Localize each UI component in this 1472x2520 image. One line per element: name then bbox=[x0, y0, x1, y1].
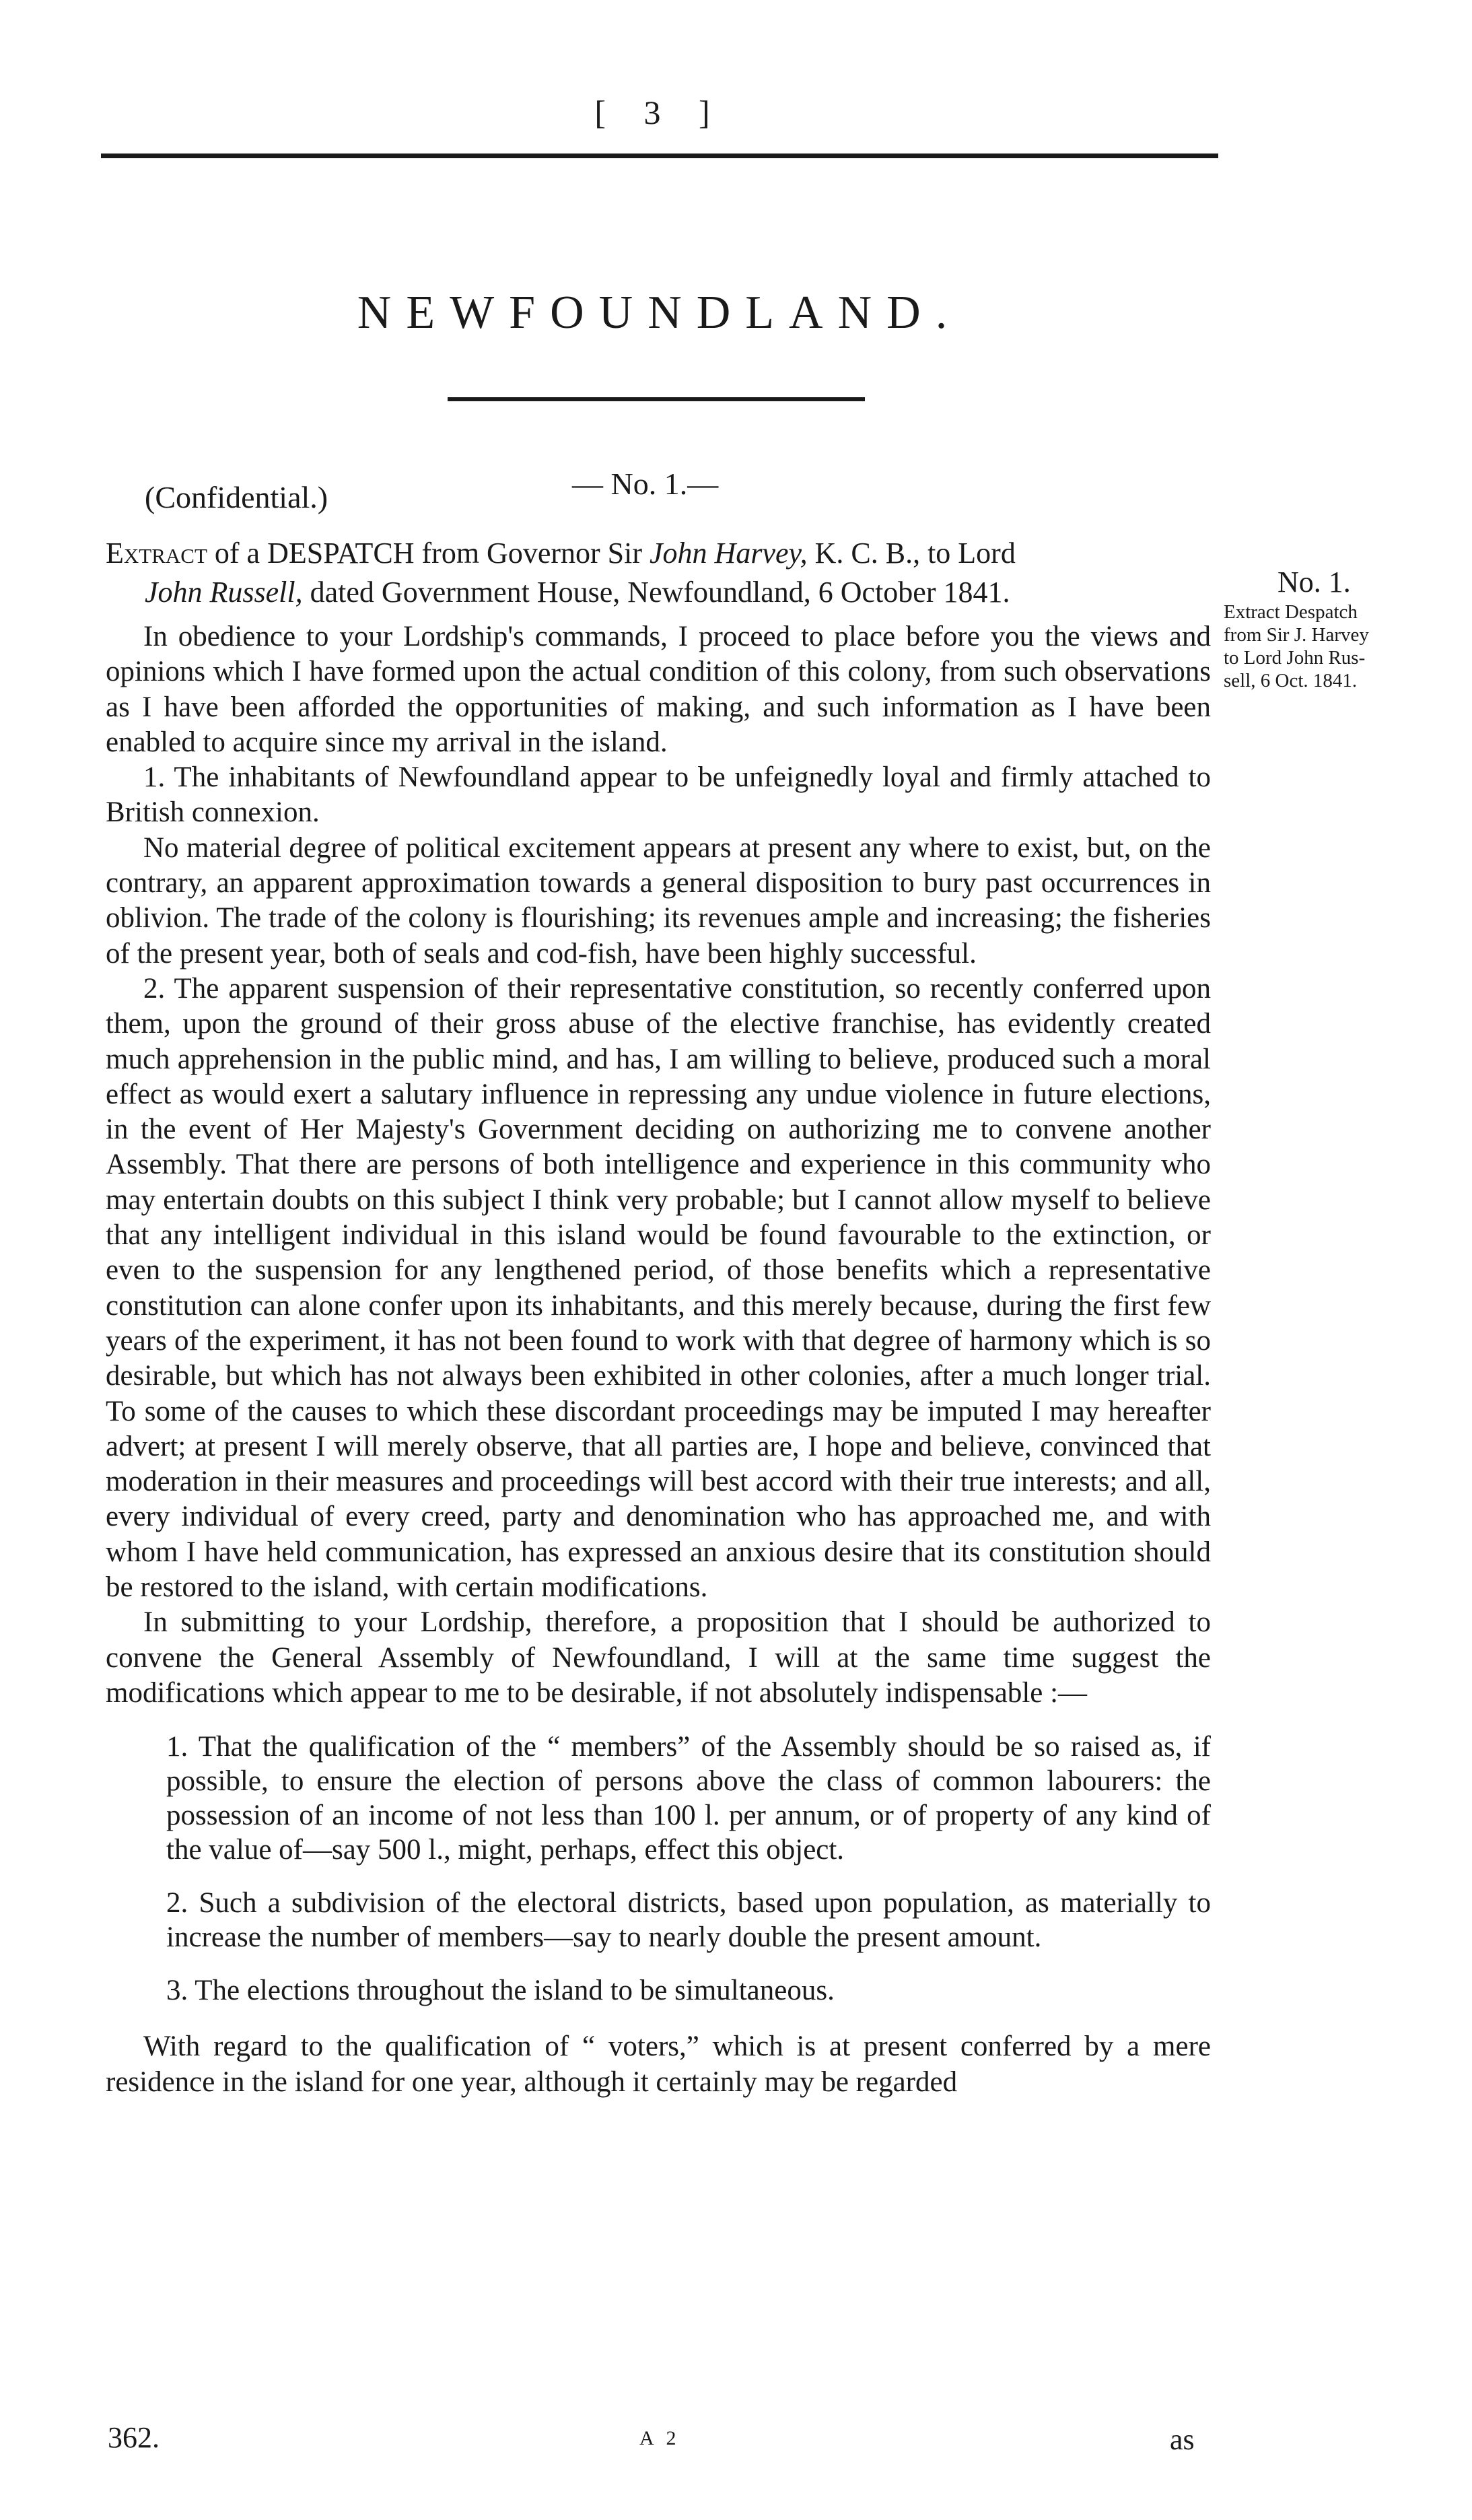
paragraph-suspension: 2. The apparent suspension of their representative constitution, so recently conferred upon them, upon the ground of their gross abuse of the elective franchise, has evidently created much apprehension in the public mind, and has, I am willing to believe, produced such a moral effect as would exert a salutary influence in repressing any undue violence in future elections, in the event of Her Majesty's Government deciding on authorizing me to convene another Assembly. That there are persons of both intelligence and experience in this community who may entertain doubts on this subject I think very probable; but I cannot allow myself to believe that any intelligent individual in this island would be found favourable to the extinction, or even to the suspension for any lengthened period, of those benefits which a representative constitution can alone confer upon its inhabitants, and this merely because, during the first few years of the experiment, it has not been found to work with that degree of harmony which is so desirable, but which has not always been exhibited in other colonies, after a much longer trial. To some of the causes to which these discordant proceedings may be imputed I may hereafter advert; at present I will merely observe, that all parties are, I hope and believe, convinced that moderation in their measures and proceedings will best accord with their true interests; and all, every individual of every creed, party and denomination who has approached me, and with whom I have held communication, has expressed an anxious desire that its constitution should be restored to the island, with certain modifications. bbox=[106, 972, 1211, 1604]
heading-name-russell: John Russell, bbox=[145, 576, 303, 609]
header-rule bbox=[101, 154, 1218, 158]
margin-note-line: sell, 6 Oct. 1841. bbox=[1224, 670, 1358, 691]
title-rule bbox=[448, 397, 865, 401]
heading-line2-end: dated Government House, Newfoundland, 6 October 1841. bbox=[302, 576, 1010, 609]
paragraph-loyalty: 1. The inhabitants of Newfoundland appear to be unfeignedly loyal and firmly attached to British connexion. bbox=[106, 761, 1211, 829]
heading-line1-mid: of a DESPATCH from Governor Sir bbox=[207, 537, 650, 570]
footer-page-ref: 362. bbox=[108, 2421, 160, 2454]
paragraph-submitting: In submitting to your Lordship, therefore, a proposition that I should be authorized to convene the General Assembly of Newfoundland, I will at the same time suggest the modifications which appear to me to be desirable, if not absolutely indispensable :— bbox=[106, 1606, 1211, 1709]
modification-item: 1. That the qualification of the “ members” of the Assembly should be so raised as, if possible, to ensure the election of persons above the class of common labourers: the possession of an income of not less than 100 l. per annum, or of property of any kind of the value of—say 500 l., might, perhaps, effect this object. bbox=[166, 1731, 1211, 1866]
paragraph-voters: With regard to the qualification of “ voters,” which is at present conferred by a mere residence in the island for one year, although it certainly may be regarded bbox=[106, 2031, 1211, 2098]
despatch-heading bbox=[106, 534, 1210, 612]
heading-line2 bbox=[106, 573, 1210, 612]
paragraph-obedience: In obedience to your Lordship's commands, I proceed to place before you the views and opinions which I have formed upon the actual condition of this colony, from such observations as I have been afforded the opportunities of making, and such information as I have been enabled to acquire since my arrival in the island. bbox=[106, 621, 1211, 758]
despatch-body bbox=[106, 619, 1211, 2100]
heading-line1-end: K. C. B., to Lord bbox=[807, 537, 1016, 570]
margin-note-line: from Sir J. Harvey bbox=[1224, 624, 1369, 646]
page-number: [ 3 ] bbox=[594, 94, 725, 131]
heading-name-harvey: John Harvey, bbox=[650, 537, 808, 570]
page-title: NEWFOUNDLAND. bbox=[357, 287, 962, 339]
paragraph-excitement: No material degree of political excitement appears at present any where to exist, but, on the contrary, an apparent approximation towards a general disposition to bury past occurrences in oblivion. The trade of the colony is flourishing; its revenues ample and increasing; the fisheries of the present year, both of seals and cod-fish, have been highly successful. bbox=[106, 831, 1211, 969]
confidential-label: (Confidential.) bbox=[145, 480, 328, 514]
margin-note-line: Extract Despatch bbox=[1224, 601, 1358, 623]
margin-note-line: to Lord John Rus- bbox=[1224, 647, 1366, 669]
margin-note-title: No. 1. bbox=[1277, 566, 1351, 599]
footer-signature-mark: A 2 bbox=[639, 2427, 680, 2449]
modification-item: 3. The elections throughout the island to be simultaneous. bbox=[166, 1975, 835, 2007]
heading-extract-word: Extract bbox=[106, 537, 207, 570]
modification-item: 2. Such a subdivision of the electoral districts, based upon population, as materially to increase the number of members—say to nearly double the present amount. bbox=[166, 1887, 1211, 1954]
margin-note bbox=[1224, 564, 1446, 692]
document-number: — No. 1.— bbox=[572, 467, 719, 501]
footer-catchword: as bbox=[1170, 2423, 1195, 2456]
